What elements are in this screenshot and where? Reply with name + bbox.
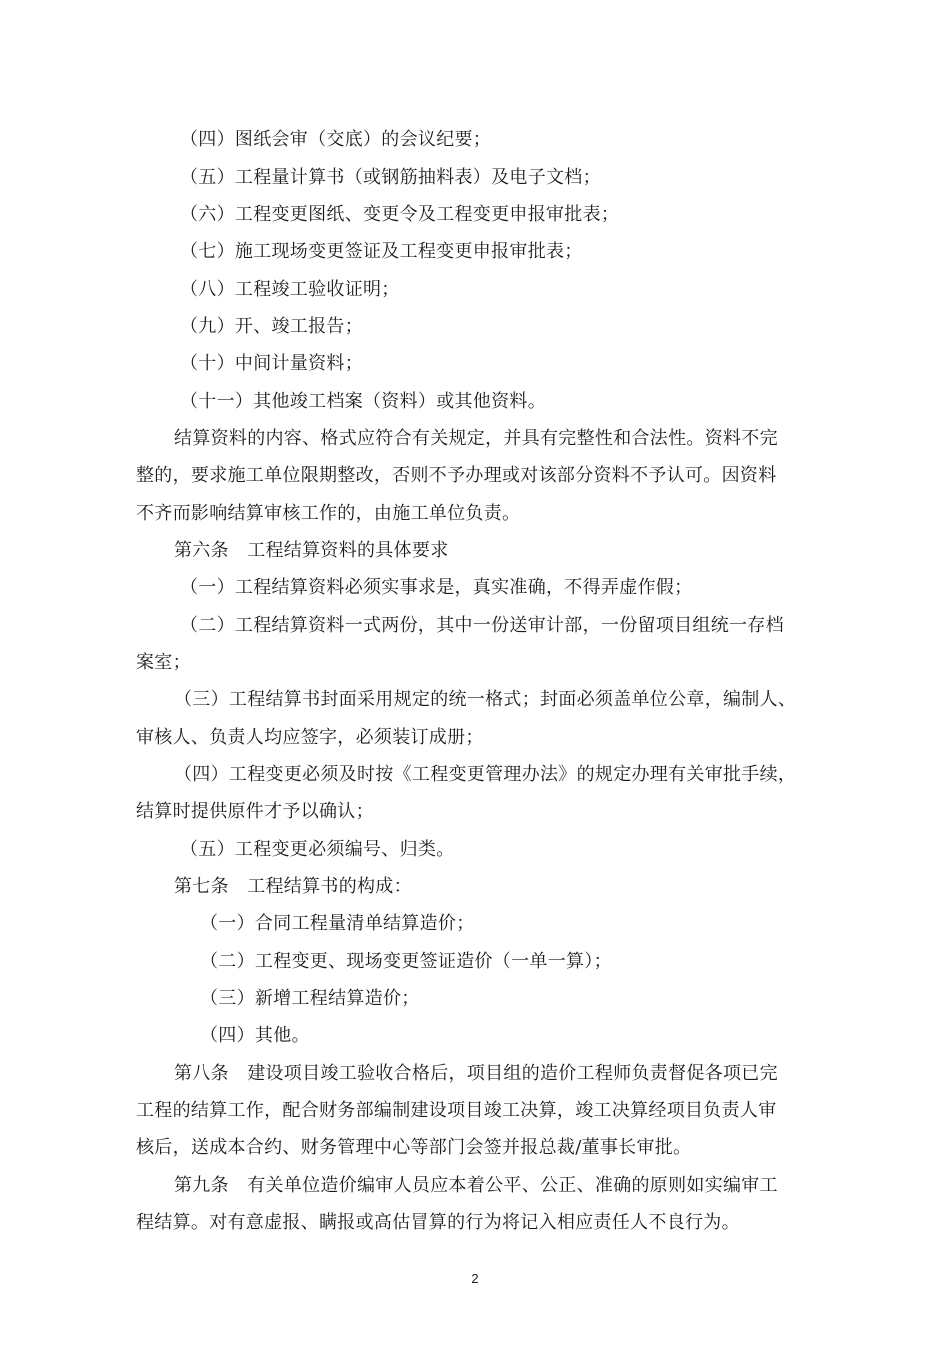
text-line: （三）工程结算书封面采用规定的统一格式；封面必须盖单位公章，编制人、 <box>174 689 797 710</box>
text-line: 整的，要求施工单位限期整改，否则不予办理或对该部分资料不予认可。因资料 <box>136 465 777 486</box>
text-line: （二）工程结算资料一式两份，其中一份送审计部，一份留项目组统一存档 <box>180 615 784 636</box>
text-line: （九）开、竣工报告； <box>180 316 363 337</box>
section-heading: 第八条 建设项目竣工验收合格后，项目组的造价工程师负责督促各项已完 <box>174 1063 778 1084</box>
text-line: （八）工程竣工验收证明； <box>180 279 400 300</box>
text-line: 结算时提供原件才予以确认； <box>136 801 374 822</box>
section-heading: 第九条 有关单位造价编审人员应本着公平、公正、准确的原则如实编审工 <box>174 1175 778 1196</box>
text-line: （二）工程变更、现场变更签证造价（一单一算）； <box>200 951 612 972</box>
text-line: （五）工程量计算书（或钢筋抽料表）及电子文档； <box>180 167 601 188</box>
text-line: （四）图纸会审（交底）的会议纪要； <box>180 129 492 150</box>
page-number: 2 <box>471 1271 479 1286</box>
text-line: （四）工程变更必须及时按《工程变更管理办法》的规定办理有关审批手续， <box>174 764 797 785</box>
text-line: （一）工程结算资料必须实事求是，真实准确，不得弄虚作假； <box>180 577 693 598</box>
text-line: （一）合同工程量清单结算造价； <box>200 913 475 934</box>
section-heading: 第七条 工程结算书的构成： <box>174 876 412 897</box>
text-line: 案室； <box>136 652 191 673</box>
text-line: 程结算。对有意虚报、瞒报或高估冒算的行为将记入相应责任人不良行为。 <box>136 1212 740 1233</box>
text-line: （十一）其他竣工档案（资料）或其他资料。 <box>180 391 546 412</box>
text-line: （七）施工现场变更签证及工程变更申报审批表； <box>180 241 583 262</box>
text-line: 结算资料的内容、格式应符合有关规定，并具有完整性和合法性。资料不完 <box>174 428 778 449</box>
text-line: （四）其他。 <box>200 1025 310 1046</box>
text-line: （六）工程变更图纸、变更令及工程变更申报审批表； <box>180 204 620 225</box>
text-line: 审核人、负责人均应签字，必须装订成册； <box>136 727 484 748</box>
text-line: 不齐而影响结算审核工作的，由施工单位负责。 <box>136 503 521 524</box>
text-line: （三）新增工程结算造价； <box>200 988 420 1009</box>
text-line: （五）工程变更必须编号、归类。 <box>180 839 455 860</box>
section-heading: 第六条 工程结算资料的具体要求 <box>174 540 449 561</box>
text-line: （十）中间计量资料； <box>180 353 363 374</box>
text-line: 核后，送成本合约、财务管理中心等部门会签并报总裁/董事长审批。 <box>136 1137 692 1158</box>
text-line: 工程的结算工作，配合财务部编制建设项目竣工决算，竣工决算经项目负责人审 <box>136 1100 777 1121</box>
